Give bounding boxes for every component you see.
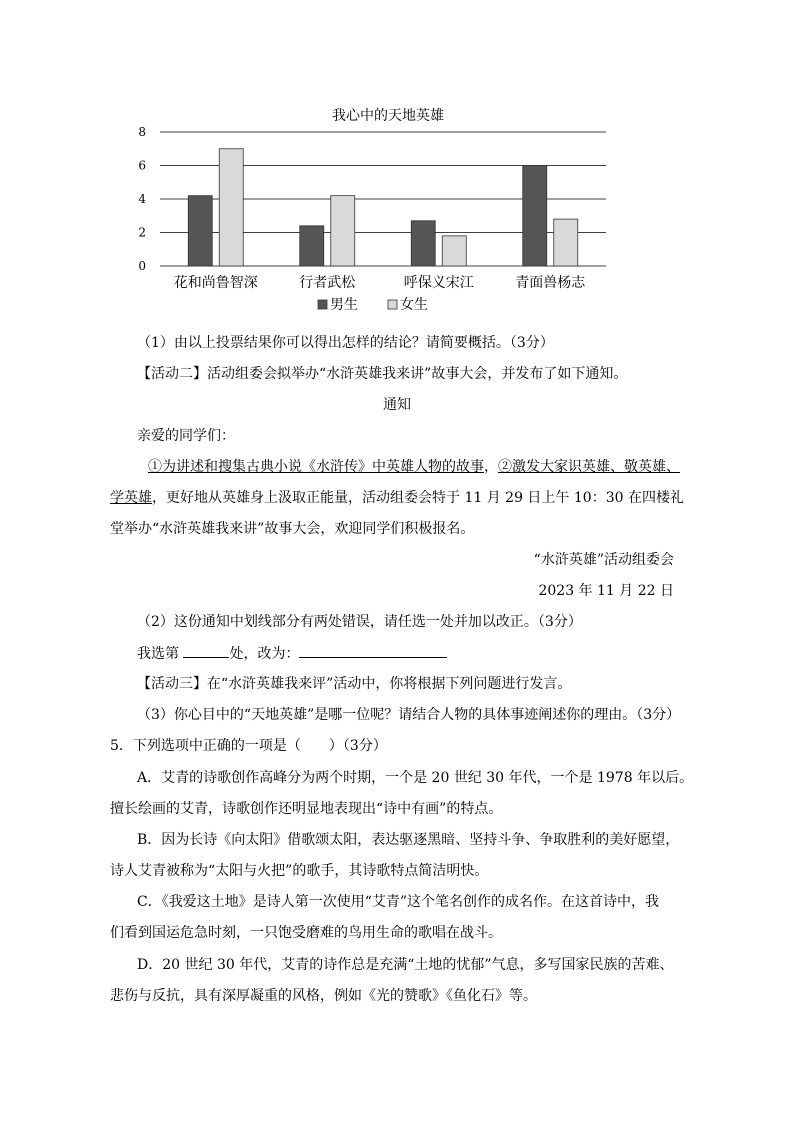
question-3: （3）你心目中的“天地英雄”是哪一位呢？请结合人物的具体事迹阐述你的理由。（3分） <box>137 707 681 723</box>
option-d-line1: D．20 世纪 30 年代，艾青的诗作总是充满“土地的忧郁”气息，多写国家民族的苦难、 <box>137 957 674 973</box>
y-tick-label: 2 <box>138 225 146 240</box>
y-tick-label: 6 <box>138 158 146 173</box>
option-c-line1: C．《我爱这土地》是诗人第一次使用“艾青”这个笔名创作的成名作。在这首诗中，我 <box>137 894 660 910</box>
notice-paragraph-line3: 堂举办“水浒英雄我来讲”故事大会，欢迎同学们积极报名。 <box>110 521 475 537</box>
y-tick-label: 0 <box>138 259 146 273</box>
question-2-answer <box>137 643 447 664</box>
category-label: 行者武松 <box>299 275 356 291</box>
question-5: 5．下列选项中正确的一项是（ ）（3分） <box>110 738 387 754</box>
category-label: 呼保义宋江 <box>403 275 474 291</box>
bar-female <box>331 196 355 266</box>
notice-signer: “水浒英雄”活动组委会 <box>533 552 674 568</box>
bar-male <box>523 166 547 267</box>
answer-blank-correction[interactable] <box>299 643 447 658</box>
underlined-error-2: ②激发大家识英雄、敬英雄、 <box>498 459 680 475</box>
notice-paragraph-line2 <box>110 488 684 508</box>
answer-middle: 处，改为： <box>229 646 300 662</box>
question-2: （2）这份通知中划线部分有两处错误，请任选一处并加以改正。（3分） <box>137 614 582 630</box>
notice-greeting: 亲爱的同学们： <box>137 428 235 444</box>
y-tick-label: 8 <box>138 125 146 139</box>
option-b-line1: B．因为长诗《向太阳》借歌颂太阳，表达驱逐黑暗、坚持斗争、争取胜利的美好愿望， <box>137 832 680 848</box>
bar-female <box>219 149 243 266</box>
notice-body: ，更好地从英雄身上汲取正能量，活动组委会特于 11 月 29 日上午 10：30 在四楼礼 <box>152 490 684 506</box>
legend-swatch <box>318 300 327 309</box>
chart-title: 我心中的天地英雄 <box>332 108 444 124</box>
y-tick-label: 4 <box>138 192 146 206</box>
option-c-line2: 们看到国运危急时刻，一只饱受磨难的鸟用生命的歌唱在战斗。 <box>110 925 502 941</box>
bar-chart <box>130 100 620 325</box>
category-label: 花和尚鲁智深 <box>173 275 258 291</box>
notice-paragraph-line1 <box>148 457 680 477</box>
bar-male <box>300 226 324 266</box>
answer-prefix: 我选第 <box>137 646 179 662</box>
legend-label: 男生 <box>330 297 358 313</box>
answer-blank-position[interactable] <box>183 643 229 658</box>
option-d-line2: 悲伤与反抗，具有深厚凝重的风格，例如《光的赞歌》《鱼化石》等。 <box>110 988 537 1004</box>
activity-3: 【活动三】在“水浒英雄我来评”活动中，你将根据下列问题进行发言。 <box>137 676 572 692</box>
option-a-line1: A．艾青的诗歌创作高峰分为两个时期，一个是 20 世纪 30 年代，一个是 1978 年以后。 <box>137 770 694 786</box>
bar-female <box>442 236 466 266</box>
bar-male <box>188 196 212 266</box>
activity-2: 【活动二】活动组委会拟举办“水浒英雄我来讲”故事大会，并发布了如下通知。 <box>137 366 628 382</box>
option-a-line2: 擅长绘画的艾青，诗歌创作还明显地表现出“诗中有画”的特点。 <box>110 801 503 817</box>
category-label: 青面兽杨志 <box>515 275 586 291</box>
legend-swatch <box>388 300 397 309</box>
question-1: （1）由以上投票结果你可以得出怎样的结论？请简要概括。（3分） <box>137 335 554 351</box>
bar-male <box>411 221 435 266</box>
notice-title: 通知 <box>383 397 411 413</box>
legend-label: 女生 <box>400 297 428 313</box>
notice-date: 2023 年 11 月 22 日 <box>538 583 674 599</box>
underlined-error-1: ①为讲述和搜集古典小说《水浒传》中英雄人物的故事 <box>148 459 484 475</box>
option-b-line2: 诗人艾青被称为“太阳与火把”的歌手，其诗歌特点简洁明快。 <box>110 863 489 879</box>
bar-female <box>554 219 578 266</box>
underlined-error-2-cont: 学英雄 <box>110 490 152 506</box>
notice-separator: ， <box>484 459 498 475</box>
